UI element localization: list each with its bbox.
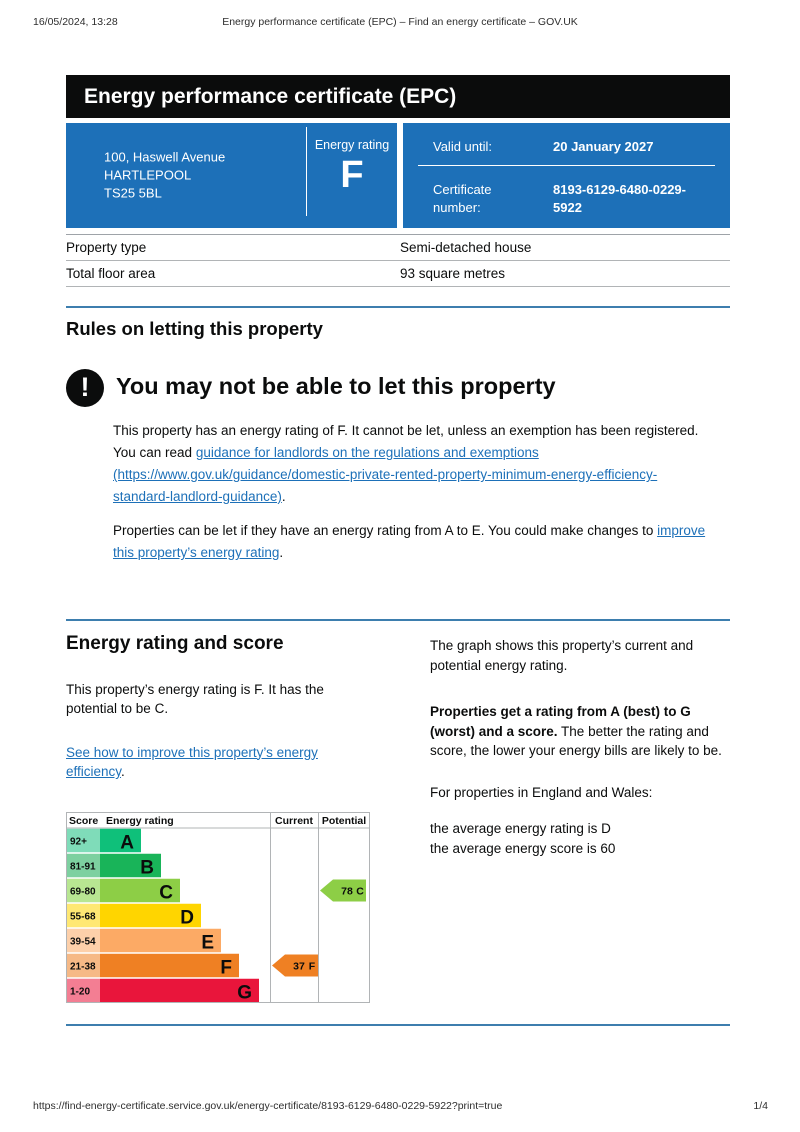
epc-rating-chart-svg (66, 812, 370, 1003)
rating-range-rest-text: The better the rating and score, the lower your energy bills are likely to be. (430, 723, 722, 758)
band-bar-F (100, 954, 239, 978)
property-type-value: Semi-detached house (400, 240, 532, 255)
graph-explanation-1: The graph shows this property’s current and potential energy rating. (430, 638, 694, 673)
chart-header-rating: Energy rating (106, 815, 174, 827)
summary-validity-panel (403, 123, 730, 228)
floor-area-value: 93 square metres (400, 266, 506, 281)
rules-section-heading: Rules on letting this property (66, 318, 323, 339)
warning-paragraph-1-period: . (281, 489, 286, 504)
average-score-line: the average energy score is 60 (430, 840, 616, 856)
improve-efficiency-paragraph (66, 743, 358, 782)
score-range-label-E: 39-54 (70, 936, 96, 948)
band-letter-E: E (201, 932, 214, 954)
band-letter-C: C (159, 882, 173, 904)
summary-address-panel (66, 123, 397, 228)
chart-header-potential: Potential (321, 815, 367, 827)
print-datetime: 16/05/2024, 13:28 (33, 16, 118, 28)
address-line-3: TS25 5BL (104, 185, 162, 201)
band-letter-G: G (237, 982, 252, 1003)
section-divider (66, 619, 730, 621)
address-line-2: HARTLEPOOL (104, 167, 192, 183)
potential-rating-arrow-score: 78 (341, 885, 353, 898)
certificate-number-value: 8193-6129-6480-0229-5922 (553, 182, 686, 215)
potential-rating-arrow-letter: C (356, 885, 364, 898)
valid-until-label: Valid until: (433, 139, 493, 154)
improve-efficiency-period: . (121, 764, 125, 779)
score-range-label-C: 69-80 (70, 886, 96, 898)
score-range-label-G: 1-20 (70, 986, 91, 998)
print-page-title: Energy performance certificate (EPC) – Find an energy certificate – GOV.UK (222, 16, 578, 28)
score-range-label-F: 21-38 (70, 961, 96, 973)
rating-intro-text: This property’s energy rating is F. It has the potential to be C. (66, 681, 324, 716)
energy-rating-cell (307, 123, 397, 228)
band-letter-B: B (140, 857, 154, 879)
print-footer-page-number: 1/4 (753, 1100, 768, 1112)
improve-efficiency-link[interactable]: See how to improve this property’s energy efficiency (66, 744, 318, 779)
certificate-number-label: Certificate number: (433, 182, 492, 215)
table-row (66, 235, 730, 261)
section-divider (66, 306, 730, 308)
average-rating-text (430, 819, 731, 858)
energy-rating-value: F (340, 154, 364, 196)
average-rating-line: the average energy rating is D (430, 821, 611, 836)
section-divider (66, 1024, 730, 1026)
warning-paragraph-2-period: . (279, 545, 284, 560)
certificate-banner-title: Energy performance certificate (EPC) (66, 75, 730, 118)
rating-range-bold-text: Properties get a rating from A (best) to G (worst) and a score. (430, 704, 691, 739)
england-wales-text: For properties in England and Wales: (430, 784, 653, 800)
band-letter-F: F (220, 957, 232, 979)
rating-score-column (66, 634, 358, 782)
score-range-label-B: 81-91 (70, 861, 96, 873)
energy-rating-label: Energy rating (314, 138, 390, 152)
address-line-1: 100, Haswell Avenue (104, 149, 226, 165)
score-range-label-A: 92+ (70, 836, 87, 848)
table-row (66, 261, 730, 287)
graph-explanation-2 (430, 702, 731, 761)
band-letter-A: A (120, 832, 134, 854)
score-range-label-D: 55-68 (70, 911, 96, 923)
epc-rating-chart (66, 812, 370, 1003)
print-footer-url: https://find-energy-certificate.service.gov.uk/energy-certificate/8193-6129-6480-0229-5922?print=true (33, 1100, 503, 1112)
improve-rating-link[interactable]: improve this property’s energy rating (113, 523, 706, 560)
warning-paragraph-1-text: This property has an energy rating of F. It cannot be let, unless an exemption has been registered. You can read (113, 423, 699, 460)
landlord-guidance-link[interactable]: guidance for landlords on the regulations and exemptions (https://www.gov.uk/guidance/domestic-private-rented-property-minimum-energy-efficiency-standard-landlord-guidance) (113, 445, 658, 504)
current-rating-arrow-letter: F (308, 960, 316, 973)
summary-horizontal-divider (418, 165, 715, 166)
property-facts-table (66, 234, 730, 287)
chart-header-score: Score (69, 815, 99, 827)
warning-paragraph-2 (113, 520, 710, 564)
warning-heading: You may not be able to let this property (116, 373, 556, 399)
warning-body (113, 420, 710, 564)
property-type-label: Property type (66, 240, 147, 255)
certificate-summary (66, 123, 730, 228)
warning-paragraph-2-text: Properties can be let if they have an energy rating from A to E. You could make changes to (113, 523, 658, 538)
floor-area-label: Total floor area (66, 266, 156, 281)
warning-paragraph-1 (113, 420, 710, 508)
valid-until-value: 20 January 2027 (553, 139, 654, 154)
rating-section-heading: Energy rating and score (66, 633, 284, 654)
band-bar-G (100, 979, 259, 1003)
property-address (104, 148, 225, 203)
band-letter-D: D (180, 907, 194, 929)
warning-exclamation-icon: ! (66, 369, 104, 407)
chart-header-current: Current (275, 815, 313, 827)
graph-explanation-column (430, 636, 731, 858)
current-rating-arrow-score: 37 (293, 960, 305, 973)
